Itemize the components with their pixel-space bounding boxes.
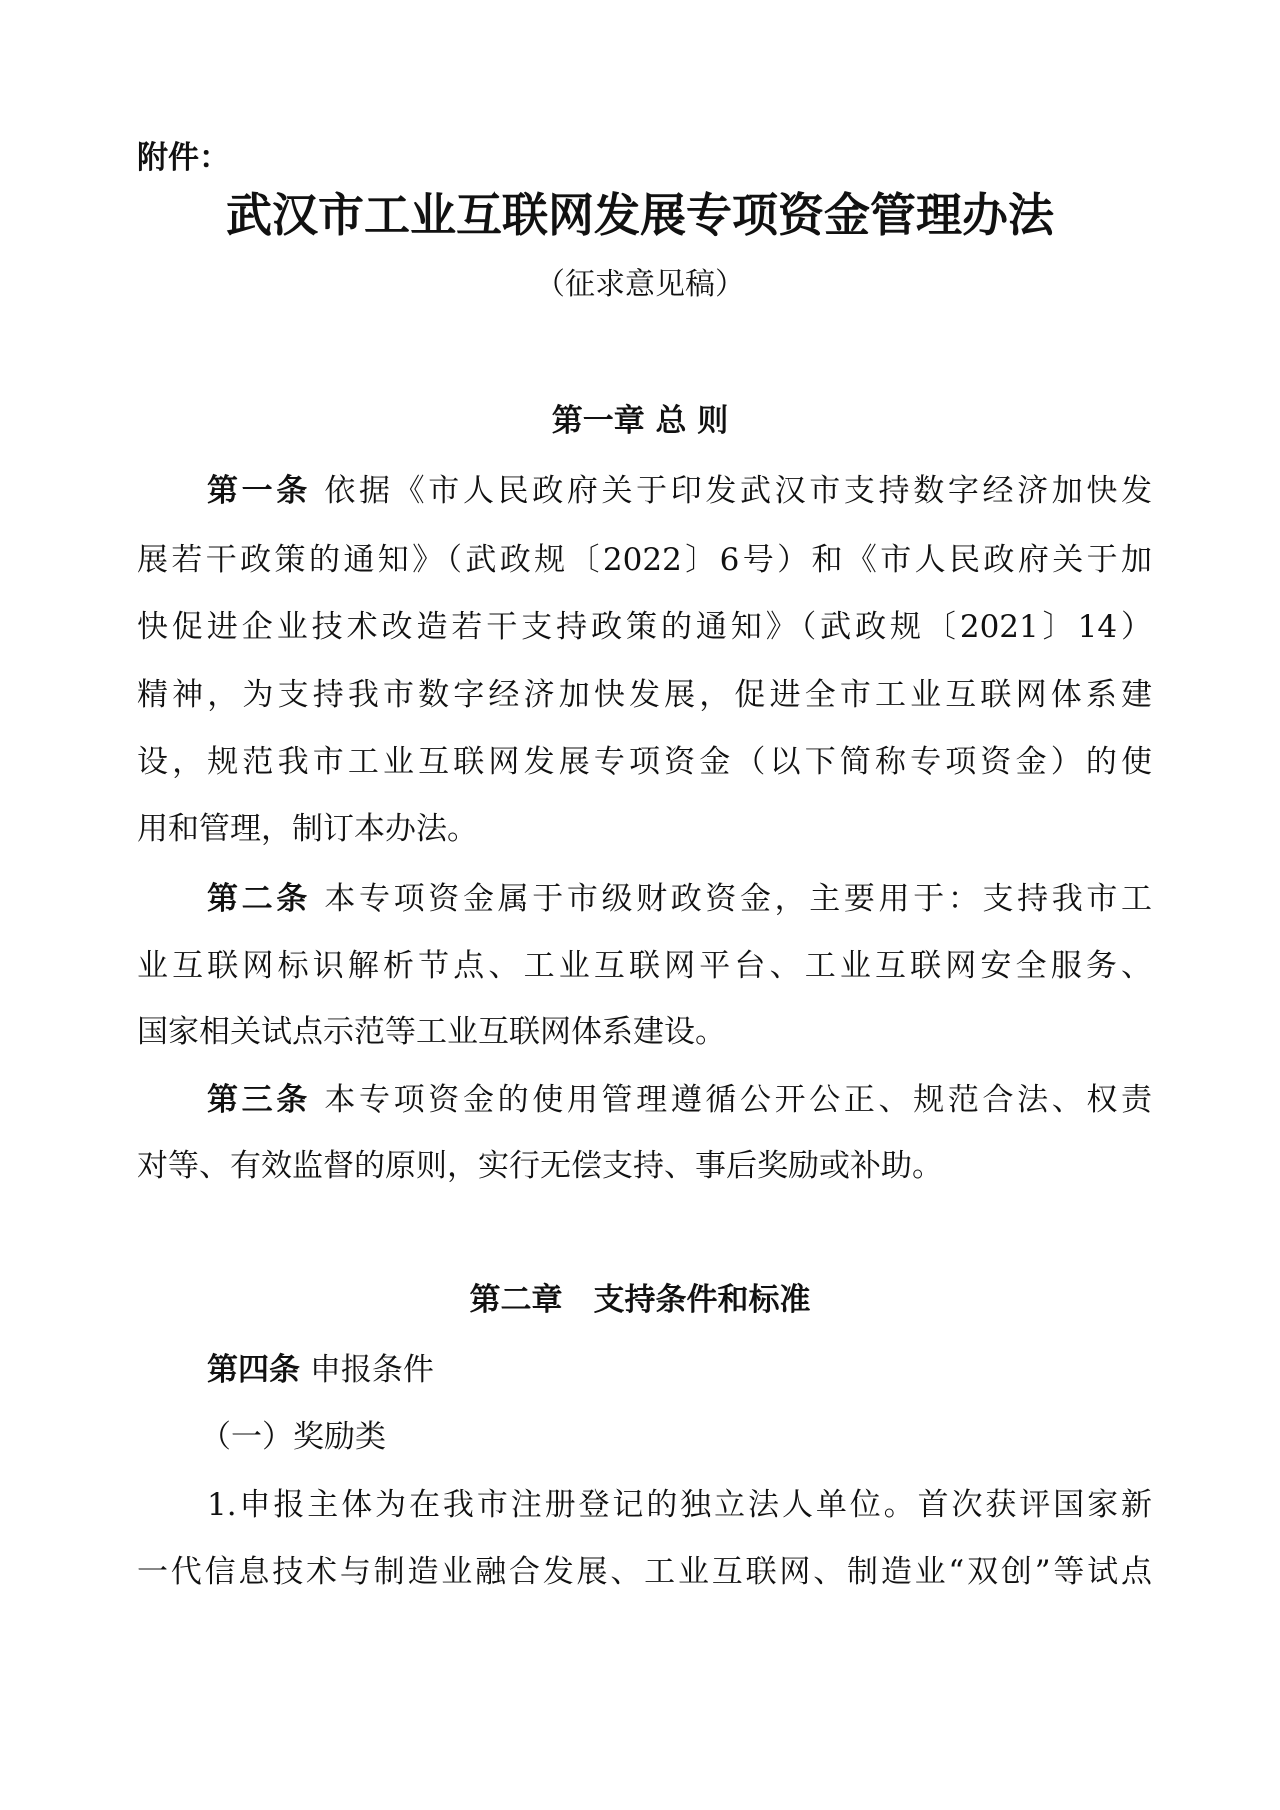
item1-line: 1.申报主体为在我市注册登记的独立法人单位。首次获评国家新 — [207, 1487, 1152, 1523]
section1-heading: （一）奖励类 — [200, 1419, 386, 1455]
article1-label: 第一条 — [207, 473, 311, 509]
article1-text: 依据《市人民政府关于印发武汉市支持数字经济加快发 — [324, 473, 1153, 509]
article3-text: 本专项资金的使用管理遵循公开公正、规范合法、权责 — [324, 1082, 1153, 1118]
article3-label: 第三条 — [207, 1082, 311, 1118]
article1-line: 快促进企业技术改造若干支持政策的通知》（武政规〔2021〕14） — [137, 609, 1152, 645]
article2-line: 业互联网标识解析节点、工业互联网平台、工业互联网安全服务、 — [137, 948, 1152, 984]
attachment-label: 附件： — [137, 140, 230, 176]
article1-line — [207, 471, 1152, 511]
item1-line: 一代信息技术与制造业融合发展、工业互联网、制造业“双创”等试点 — [137, 1554, 1152, 1590]
article2-text: 本专项资金属于市级财政资金，主要用于：支持我市工 — [324, 881, 1153, 917]
article1-line: 精神，为支持我市数字经济加快发展，促进全市工业互联网体系建 — [137, 677, 1152, 713]
chapter1-heading: 第一章 总 则 — [551, 403, 729, 439]
article1-line: 展若干政策的通知》（武政规〔2022〕6号）和《市人民政府关于加 — [137, 542, 1152, 578]
article4-line — [207, 1350, 1152, 1390]
document-title: 武汉市工业互联网发展专项资金管理办法 — [226, 188, 1054, 242]
article2-line: 国家相关试点示范等工业互联网体系建设。 — [137, 1014, 726, 1050]
article1-line: 设，规范我市工业互联网发展专项资金（以下简称专项资金）的使 — [137, 744, 1152, 780]
article3-line: 对等、有效监督的原则，实行无偿支持、事后奖励或补助。 — [137, 1148, 943, 1184]
document-subtitle: （征求意见稿） — [535, 267, 745, 302]
article3-line — [207, 1080, 1152, 1120]
article4-text: 申报条件 — [309, 1352, 434, 1388]
article2-line — [207, 879, 1152, 919]
article1-line: 用和管理，制订本办法。 — [137, 811, 478, 847]
chapter2-heading: 第二章 支持条件和标准 — [469, 1282, 811, 1318]
article2-label: 第二条 — [207, 881, 311, 917]
article4-label: 第四条 — [207, 1352, 300, 1388]
